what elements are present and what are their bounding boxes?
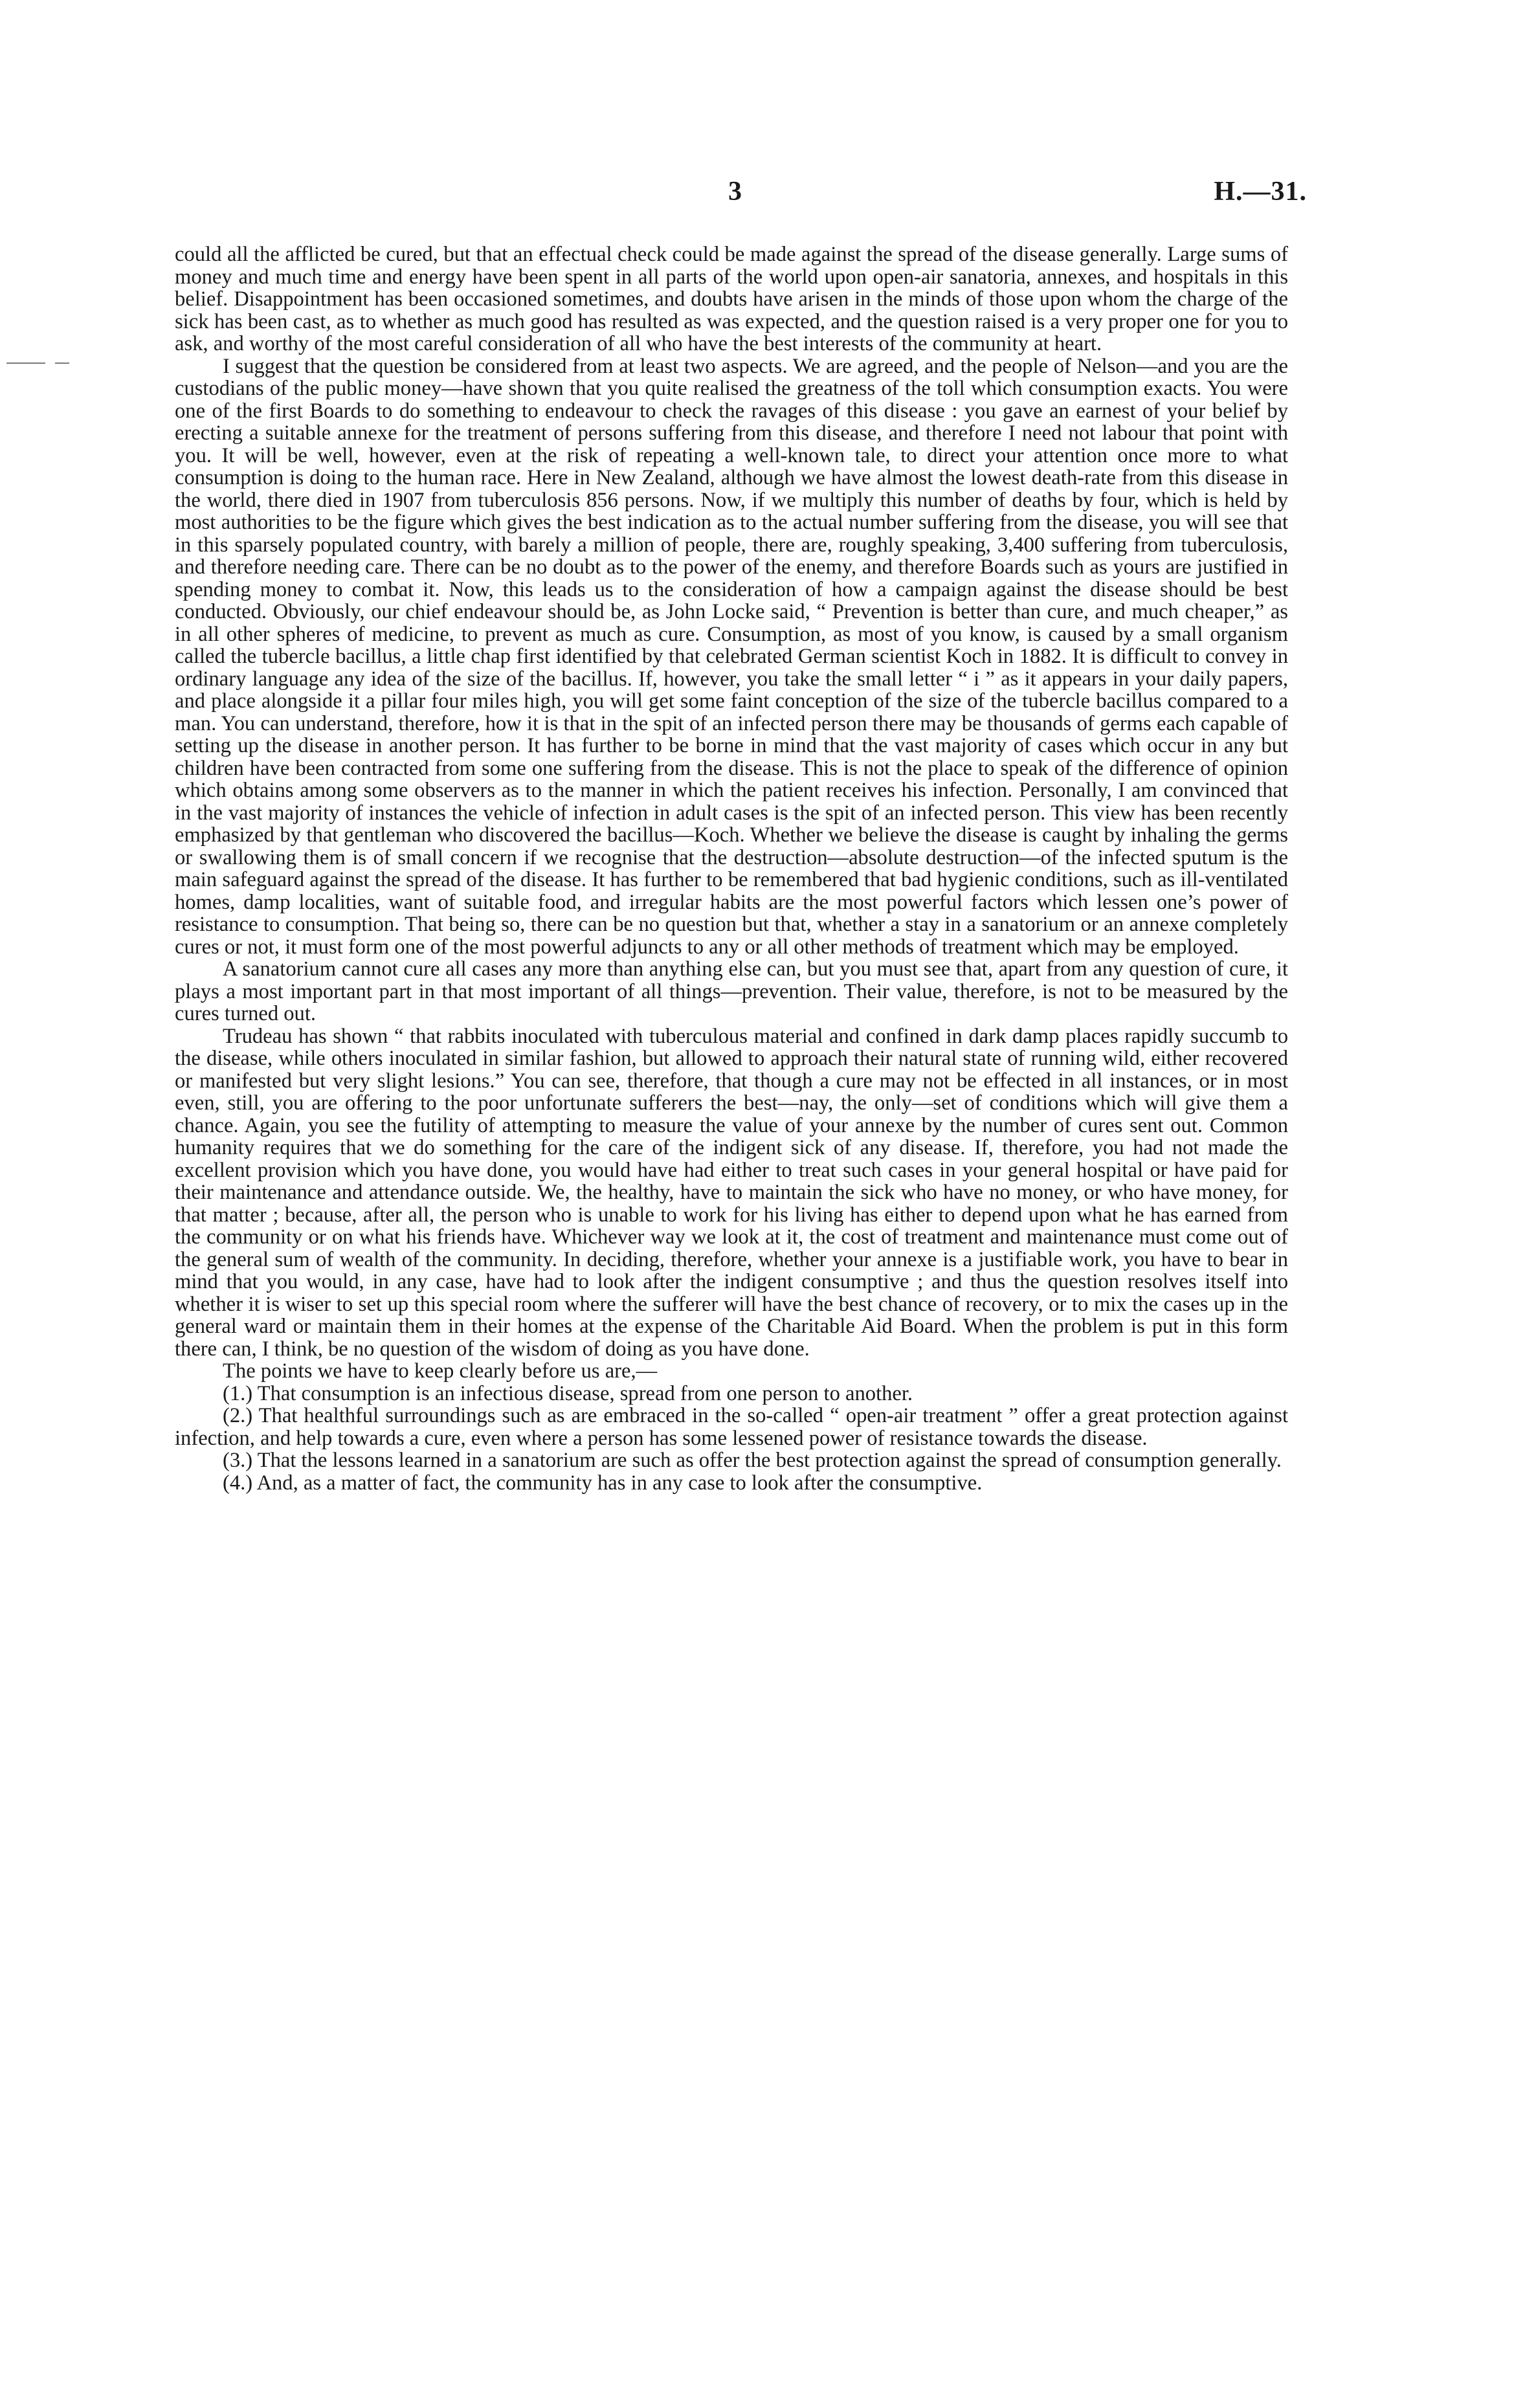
paragraph-aspects: I suggest that the question be considered from at least two aspects. We are agreed, and the people of Nelson—and you are the custodians of the public money—have shown that you quite realised the greatness of the toll which consumption exacts. You were one of the first Boards to do something to endeavour to check the ravages of this disease : you gave an earnest of your belief by erecting a suitable annexe for the treatment of persons suffering from this disease, and therefore I need not labour that point with you. It will be well, however, even at the risk of repeating a well-known tale, to direct your attention once more to what consumption is doing to the human race. Here in New Zealand, although we have almost the lowest death-rate from this disease in the world, there died in 1907 from tuberculosis 856 persons. Now, if we multiply this number of deaths by four, which is held by most authorities to be the figure which gives the best indication as to the actual number suffering from the disease, you will see that in this sparsely populated country, with barely a million of people, there are, roughly speaking, 3,400 suffering from tuberculosis, and therefore needing care. There can be no doubt as to the power of the enemy, and therefore Boards such as yours are justified in spending money to combat it. Now, this leads us to the consideration of how a campaign against the disease should be best conducted. Obviously, our chief endeavour should be, as John Locke said, “ Prevention is better than cure, and much cheaper,” as in all other spheres of medicine, to prevent as much as cure. Consumption, as most of you know, is caused by a small organism called the tubercle bacillus, a little chap first identified by that celebrated German scientist Koch in 1882. It is difficult to convey in ordinary language any idea of the size of the bacillus. If, however, you take the small letter “ i ” as it appears in your daily papers, and place alongside it a pillar four miles high, you will get some faint conception of the size of the tubercle bacillus compared to a man. You can understand, therefore, how it is that in the spit of an infected person there may be thousands of germs each capable of setting up the disease in another person. It has further to be borne in mind that the vast majority of cases which occur in any but children have been contracted from some one suffering from the disease. This is not the place to speak of the difference of opinion which obtains among some observers as to the manner in which the patient receives his infection. Personally, I am convinced that in the vast majority of instances the vehicle of infection in adult cases is the spit of an infected person. This view has been recently emphasized by that gentleman who discovered the bacillus—Koch. Whether we believe the disease is caught by inhaling the germs or swallowing them is of small concern if we recognise that the destruction—absolute destruction—of the infected sputum is the main safeguard against the spread of the disease. It has further to be remembered that bad hygienic conditions, such as ill-ventilated homes, damp localities, want of suitable food, and irregular habits are the most powerful factors which lessen one’s power of resistance to consumption. That being so, there can be no question but that, whether a stay in a sanatorium or an annexe completely cures or not, it must form one of the most powerful adjuncts to any or all other methods of treatment which may be employed.: [175, 354, 1288, 959]
paragraph-sanatorium: A sanatorium cannot cure all cases any more than anything else can, but you must see that, apart from any question of cure, it plays a most important part in that most important of all things—prevention. Their value, therefore, is not to be measured by the cures turned out.: [175, 957, 1288, 1025]
article-body: [175, 243, 1288, 1494]
point-2: (2.) That healthful surroundings such as are embraced in the so-called “ open-air treatment ” offer a great protection against infection, and help towards a cure, even where a person has some lessened power of resistance towards the disease.: [175, 1404, 1288, 1450]
page-number: 3: [728, 177, 742, 206]
paragraph-continued: could all the afflicted be cured, but that an effectual check could be made against the spread of the disease generally. Large sums of money and much time and energy have been spent in all parts of the world upon open-air sanatoria, annexes, and hospitals in this belief. Disappointment has been occasioned sometimes, and doubts have arisen in the minds of those upon whom the charge of the sick has been cast, as to whether as much good has resulted as was expected, and the question raised is a very proper one for you to ask, and worthy of the most careful consideration of all who have the best interests of the community at heart.: [175, 243, 1288, 355]
margin-scan-mark: [6, 362, 45, 364]
point-3: (3.) That the lessons learned in a sanatorium are such as offer the best protection against the spread of consumption generally.: [223, 1449, 1282, 1472]
margin-scan-mark: [55, 362, 69, 364]
paragraph-trudeau: Trudeau has shown “ that rabbits inoculated with tuberculous material and confined in dark damp places rapidly succumb to the disease, while others inoculated in similar fashion, but allowed to approach their natural state of running wild, either recovered or manifested but very slight lesions.” You can see, therefore, that though a cure may not be effected in all instances, or in most even, still, you are offering to the poor unfortunate sufferers the best—nay, the only—set of conditions which will give them a chance. Again, you see the futility of attempting to measure the value of your annexe by the number of cures sent out. Common humanity requires that we do something for the care of the indigent sick of any disease. If, therefore, you had not made the excellent provision which you have done, you would have had either to treat such cases in your general hospital or have paid for their maintenance and attendance outside. We, the healthy, have to maintain the sick who have no money, or who have money, for that matter ; because, after all, the person who is unable to work for his living has either to depend upon what he has earned from the community or on what his friends have. Whichever way we look at it, the cost of treatment and maintenance must come out of the general sum of wealth of the community. In deciding, therefore, whether your annexe is a justifiable work, you have to bear in mind that you would, in any case, have had to look after the indigent consumptive ; and thus the question resolves itself into whether it is wiser to set up this special room where the sufferer will have the best chance of recovery, or to mix the cases up in the general ward or maintain them in their homes at the expense of the Charitable Aid Board. When the problem is put in this form there can, I think, be no question of the wisdom of doing as you have done.: [175, 1024, 1288, 1361]
points-intro: The points we have to keep clearly before us are,—: [223, 1359, 658, 1383]
point-1: (1.) That consumption is an infectious disease, spread from one person to another.: [223, 1381, 913, 1405]
point-4: (4.) And, as a matter of fact, the community has in any case to look after the consumptive.: [223, 1471, 983, 1495]
document-reference: H.—31.: [1214, 177, 1307, 206]
